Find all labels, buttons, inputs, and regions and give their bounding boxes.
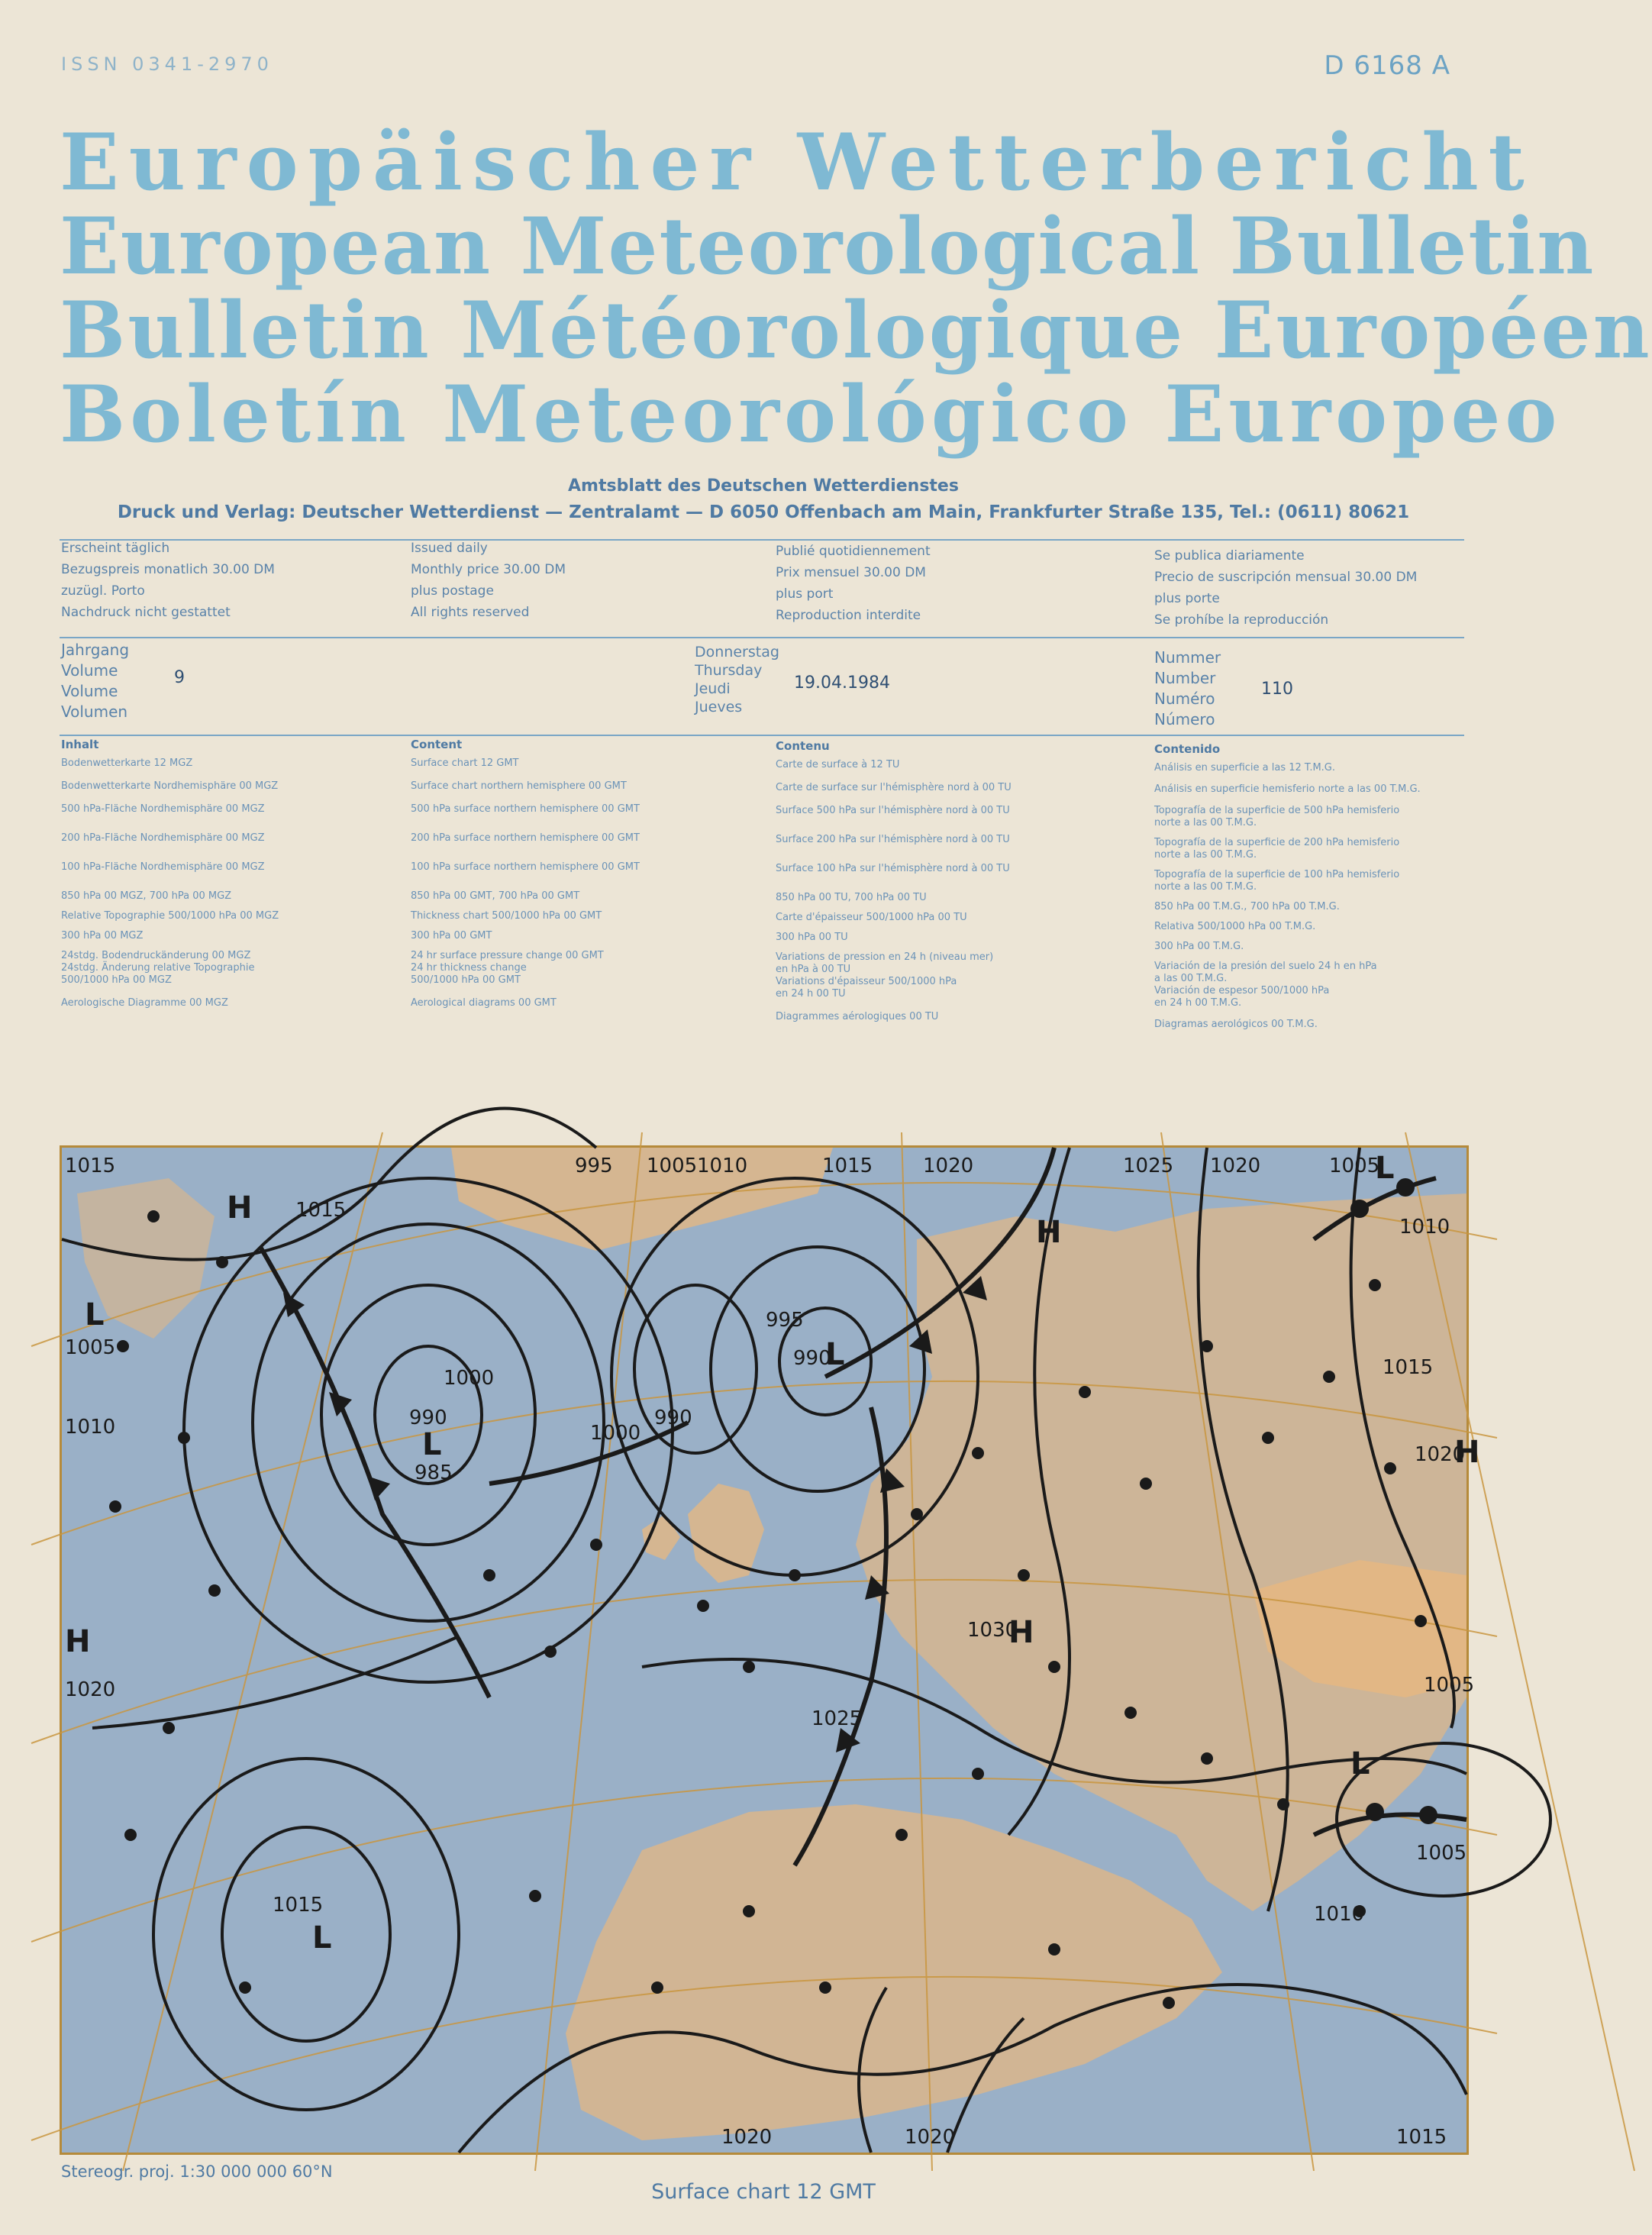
issn: ISSN 0341-2970 bbox=[61, 53, 273, 75]
number-labels: Nummer Number Numéro Número bbox=[1154, 648, 1221, 728]
publisher-line: Druck und Verlag: Deutscher Wetterdienst — Zentralamt — D 6050 Offenbach am Main, Frankfurter Straße 135, Tel.: (0611) 80621 bbox=[117, 502, 1410, 522]
high-pressure-centre: H bbox=[1454, 1435, 1480, 1470]
isobar-label: 1020 bbox=[65, 1678, 116, 1701]
publication-info-en: Issued daily Monthly price 30.00 DM plus postage All rights reserved bbox=[411, 541, 566, 620]
contents-de: Inhalt Bodenwetterkarte 12 MGZ Bodenwetterkarte Nordhemisphäre 00 MGZ 500 hPa-Fläche Nordhemisphäre 00 MGZ 200 hPa-Fläche Nordhemisphäre 00 MGZ 100 hPa-Fläche Nordhemisphäre 00 MGZ 850 hPa 00 MGZ, 700 hPa 00 MGZ Relative Topographie 500/1000 hPa 00 MGZ 300 hPa 00 MGZ 24stdg. Bodendruckänderung 00 MGZ 24stdg. Änderung relative Topographie 500/1000 hPa 00 MGZ Aerologische Diagramme 00 MGZ bbox=[61, 738, 279, 1009]
isobar-label: 1020 bbox=[1415, 1443, 1466, 1466]
isobar-label: 1015 bbox=[822, 1155, 873, 1177]
chart-caption: Surface chart 12 GMT bbox=[651, 2180, 876, 2204]
isobar-label: 1015 bbox=[1383, 1356, 1434, 1379]
amtsblatt: Amtsblatt des Deutschen Wetterdienstes bbox=[568, 476, 959, 496]
isobar-label: 1015 bbox=[295, 1199, 347, 1222]
low-pressure-centre: L bbox=[825, 1337, 845, 1372]
isobar-label: 1015 bbox=[273, 1894, 324, 1917]
divider bbox=[60, 735, 1464, 736]
surface-chart-map bbox=[60, 1145, 1480, 2155]
isobar-label: 1000 bbox=[590, 1422, 641, 1445]
issue-number: 110 bbox=[1261, 680, 1293, 699]
high-pressure-centre: H bbox=[1008, 1615, 1034, 1650]
isobar-label: 1010 bbox=[1314, 1903, 1365, 1926]
isobar-label: 1020 bbox=[721, 2126, 773, 2149]
isobar-label: 1015 bbox=[1396, 2126, 1447, 2149]
low-pressure-centre: L bbox=[422, 1427, 442, 1462]
isobar-label: 1005 bbox=[647, 1155, 698, 1177]
isobar-label: 1005 bbox=[1416, 1842, 1467, 1865]
low-pressure-centre: L bbox=[1375, 1151, 1395, 1186]
map-svg bbox=[62, 1148, 1480, 2153]
isobar-label: 1020 bbox=[905, 2126, 956, 2149]
isobar-label: 1005 bbox=[65, 1336, 116, 1359]
low-pressure-centre: L bbox=[312, 1920, 332, 1956]
issue-date: 19.04.1984 bbox=[794, 673, 890, 693]
isobar-label: 990 bbox=[654, 1407, 692, 1429]
isobar-label: 990 bbox=[793, 1347, 831, 1370]
high-pressure-centre: H bbox=[1036, 1215, 1062, 1250]
publication-info-fr: Publié quotidiennement Prix mensuel 30.00 DM plus port Reproduction interdite bbox=[776, 544, 931, 623]
isobar-label: 1010 bbox=[697, 1155, 748, 1177]
volume-value: 9 bbox=[174, 668, 185, 687]
isobar-label: 1010 bbox=[65, 1416, 116, 1439]
title-spanish: Boletín Meteorológico Europeo bbox=[60, 369, 1562, 460]
low-pressure-centre: L bbox=[1350, 1746, 1370, 1781]
publication-code: D 6168 A bbox=[1324, 50, 1450, 81]
isobar-label: 1025 bbox=[1123, 1155, 1174, 1177]
low-pressure-centre: L bbox=[85, 1297, 105, 1332]
volume-labels: Jahrgang Volume Volume Volumen bbox=[61, 641, 130, 721]
isobar-label: 995 bbox=[766, 1309, 804, 1332]
isobar-label: 1005 bbox=[1424, 1674, 1475, 1697]
projection-note: Stereogr. proj. 1:30 000 000 60°N bbox=[61, 2162, 333, 2181]
divider bbox=[60, 637, 1464, 638]
publication-info-de: Erscheint täglich Bezugspreis monatlich 30.00 DM zuzügl. Porto Nachdruck nicht gestattet bbox=[61, 541, 275, 620]
weekday-labels: Donnerstag Thursday Jeudi Jueves bbox=[695, 644, 779, 715]
isobar-label: 1020 bbox=[1210, 1155, 1261, 1177]
isobar-label: 985 bbox=[415, 1461, 453, 1484]
high-pressure-centre: H bbox=[227, 1190, 253, 1226]
contents-es: Contenido Análisis en superficie a las 12 T.M.G. Análisis en superficie hemisferio norte a las 00 T.M.G. Topografía de la superficie de 500 hPa hemisferio norte a las 00 T.M.G. Topografía de la superficie de 200 hPa hemisferio norte a las 00 T.M.G. Topografía de la superficie de 100 hPa hemisferio norte a las 00 T.M.G. 850 hPa 00 T.M.G., 700 hPa 00 T.M.G. Relativa 500/1000 hPa 00 T.M.G. 300 hPa 00 T.M.G. Variación de la presión del suelo 24 h en hPa a las 00 T.M.G. Variación de espesor 500/1000 hPa en 24 h 00 T.M.G. Diagramas aerológicos 00 T.M.G. bbox=[1154, 742, 1421, 1030]
isobar-label: 1000 bbox=[444, 1367, 495, 1390]
isobar-label: 1025 bbox=[811, 1707, 863, 1730]
publication-info-es: Se publica diariamente Precio de suscripción mensual 30.00 DM plus porte Se prohíbe la reproducción bbox=[1154, 548, 1418, 628]
isobar-label: 1030 bbox=[967, 1619, 1018, 1642]
isobar-label: 990 bbox=[409, 1407, 447, 1429]
isobar-label: 1005 bbox=[1329, 1155, 1380, 1177]
isobar-label: 1010 bbox=[1399, 1216, 1450, 1239]
title-french: Bulletin Météorologique Européen bbox=[60, 285, 1652, 376]
isobar-label: 1015 bbox=[65, 1155, 116, 1177]
title-english: European Meteorological Bulletin bbox=[60, 201, 1596, 292]
contents-fr: Contenu Carte de surface à 12 TU Carte de surface sur l'hémisphère nord à 00 TU Surface 500 hPa sur l'hémisphère nord à 00 TU Surface 200 hPa sur l'hémisphère nord à 00 TU Surface 100 hPa sur l'hémisphère nord à 00 TU 850 hPa 00 TU, 700 hPa 00 TU Carte d'épaisseur 500/1000 hPa 00 TU 300 hPa 00 TU Variations de pression en 24 h (niveau mer) en hPa à 00 TU Variations d'épaisseur 500/1000 hPa en 24 h 00 TU Diagrammes aérologiques 00 TU bbox=[776, 739, 1012, 1022]
contents-en: Content Surface chart 12 GMT Surface chart northern hemisphere 00 GMT 500 hPa surface northern hemisphere 00 GMT 200 hPa surface northern hemisphere 00 GMT 100 hPa surface northern hemisphere 00 GMT 850 hPa 00 GMT, 700 hPa 00 GMT Thickness chart 500/1000 hPa 00 GMT 300 hPa 00 GMT 24 hr surface pressure change 00 GMT 24 hr thickness change 500/1000 hPa 00 GMT Aerological diagrams 00 GMT bbox=[411, 738, 640, 1009]
title-german: Europäischer Wetterbericht bbox=[60, 117, 1534, 208]
isobar-label: 1020 bbox=[923, 1155, 974, 1177]
isobar-label: 995 bbox=[575, 1155, 613, 1177]
high-pressure-centre: H bbox=[65, 1624, 91, 1659]
